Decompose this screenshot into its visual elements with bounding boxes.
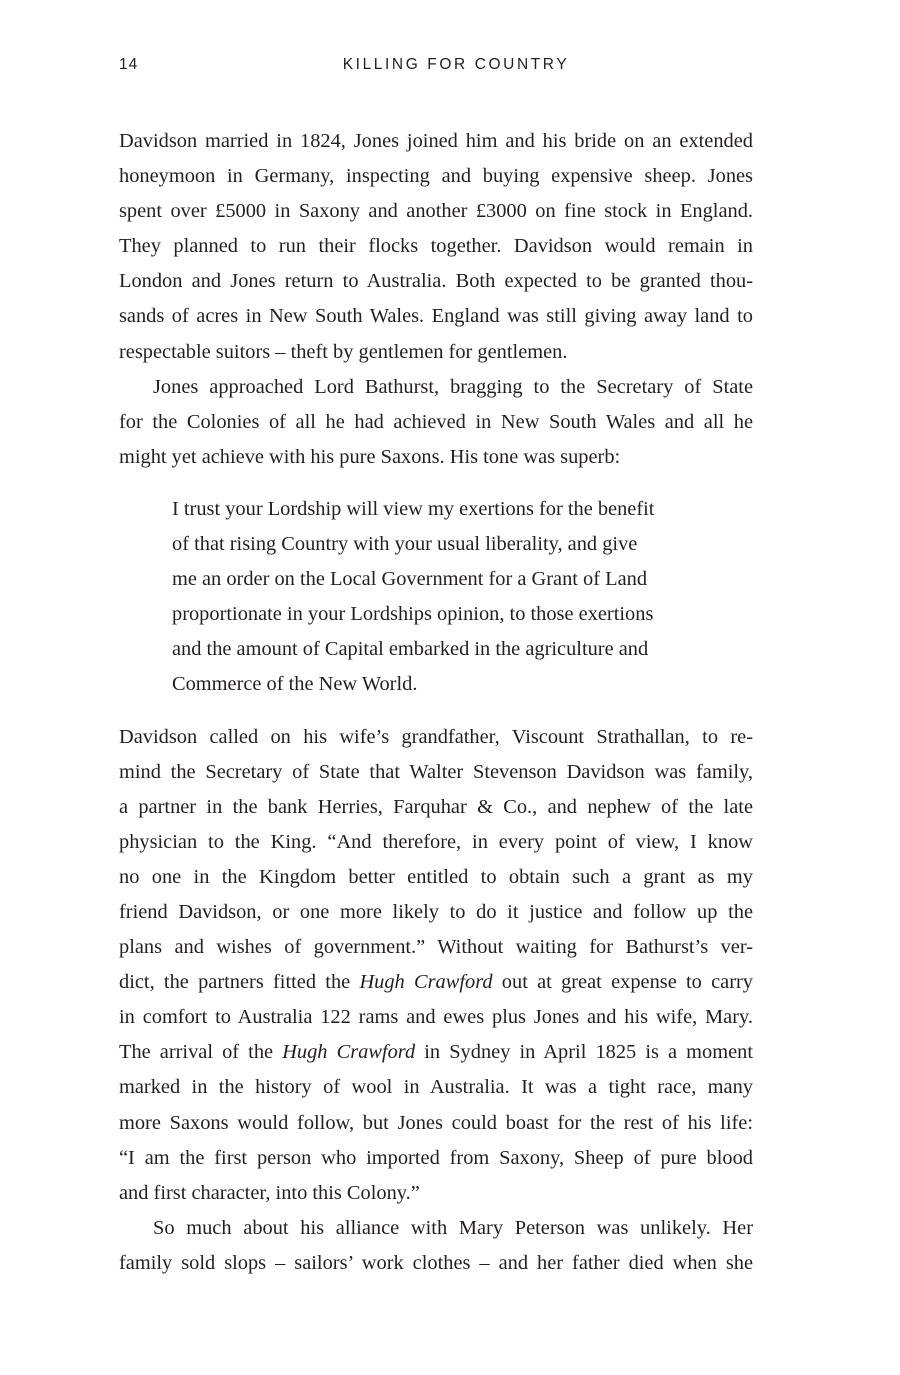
paragraph-1 <box>119 124 753 370</box>
text-run: dict, the partners fitted the <box>119 971 360 994</box>
text-line: honeymoon in Germany, inspecting and buying expensive sheep. Jones <box>119 165 753 188</box>
text-run: The arrival of the <box>119 1041 283 1064</box>
text-line: marked in the history of wool in Australia. It was a tight race, many <box>119 1076 753 1099</box>
text-line: might yet achieve with his pure Saxons. His tone was superb: <box>119 445 621 468</box>
text-line: sands of acres in New South Wales. England was still giving away land to <box>119 305 753 328</box>
text-line: Jones approached Lord Bathurst, bragging to the Secretary of State <box>153 375 753 398</box>
text-line: “I am the first person who imported from Saxony, Sheep of pure blood <box>119 1146 753 1169</box>
quote-line: Commerce of the New World. <box>172 673 418 696</box>
ship-name: Hugh Crawford <box>359 971 493 994</box>
quote-line: me an order on the Local Government for a Grant of Land <box>172 568 648 591</box>
text-line: London and Jones return to Australia. Both expected to be granted thou- <box>119 270 753 293</box>
text-line: friend Davidson, or one more likely to do it justice and follow up the <box>119 900 753 923</box>
quote-line: I trust your Lordship will view my exertions for the benefit <box>172 497 655 520</box>
text-line <box>119 965 753 1000</box>
text-line: more Saxons would follow, but Jones could boast for the rest of his life: <box>119 1111 753 1134</box>
running-head <box>119 56 753 80</box>
text-line: Davidson called on his wife’s grandfather, Viscount Strathallan, to re- <box>119 725 753 748</box>
quote-line: and the amount of Capital embarked in the agriculture and <box>172 638 649 661</box>
text-line: no one in the Kingdom better entitled to obtain such a grant as my <box>119 865 753 888</box>
text-line: a partner in the bank Herries, Farquhar & Co., and nephew of the late <box>119 795 753 818</box>
text-line: So much about his alliance with Mary Peterson was unlikely. Her <box>153 1216 753 1239</box>
text-line: physician to the King. “And therefore, in every point of view, I know <box>119 830 753 853</box>
text-run: in Sydney in April 1825 is a moment <box>415 1041 753 1064</box>
page-number: 14 <box>119 56 139 73</box>
text-line: and first character, into this Colony.” <box>119 1181 420 1204</box>
text-line: in comfort to Australia 122 rams and ewes plus Jones and his wife, Mary. <box>119 1006 753 1029</box>
paragraph-4 <box>119 1211 753 1281</box>
paragraph-3 <box>119 720 753 1211</box>
text-line: respectable suitors – theft by gentlemen for gentlemen. <box>119 340 568 363</box>
text-line: family sold slops – sailors’ work clothes – and her father died when she <box>119 1251 753 1274</box>
ship-name: Hugh Crawford <box>282 1041 416 1064</box>
text-run: out at great expense to carry <box>492 971 753 994</box>
block-quote <box>172 492 700 703</box>
text-line: Davidson married in 1824, Jones joined him and his bride on an extended <box>119 130 753 152</box>
text-line <box>119 1035 753 1070</box>
quote-line: of that rising Country with your usual liberality, and give <box>172 533 638 556</box>
text-line: plans and wishes of government.” Without waiting for Bathurst’s ver- <box>119 936 753 959</box>
text-line: spent over £5000 in Saxony and another £3000 on fine stock in England. <box>119 200 753 223</box>
quote-line: proportionate in your Lordships opinion, to those exertions <box>172 603 654 626</box>
text-line: They planned to run their flocks together. Davidson would remain in <box>119 235 753 258</box>
paragraph-2 <box>119 370 753 475</box>
book-title: KILLING FOR COUNTRY <box>342 56 570 73</box>
text-line: mind the Secretary of State that Walter Stevenson Davidson was family, <box>119 760 753 783</box>
body-text <box>119 124 753 1281</box>
text-line: for the Colonies of all he had achieved in New South Wales and all he <box>119 410 753 433</box>
